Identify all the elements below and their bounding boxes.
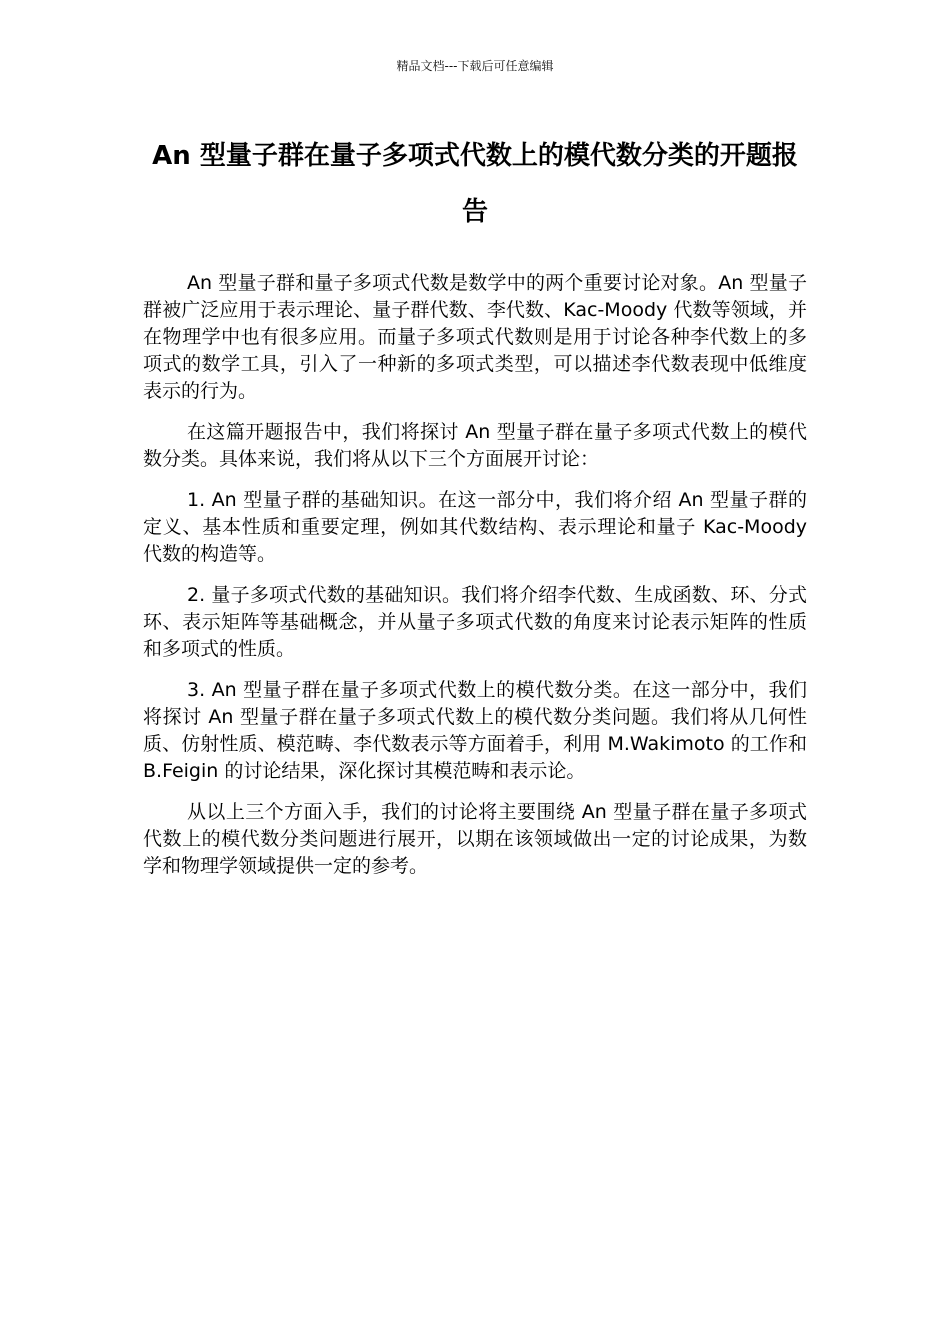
header-note: 精品文档---下载后可任意编辑 [396,59,554,73]
document-title: An 型量子群在量子多项式代数上的模代数分类的开题报告 [152,141,798,227]
paragraph-intro: An 型量子群和量子多项式代数是数学中的两个重要讨论对象。An 型量子群被广泛应用于表示理论、量子群代数、李代数、Kac-Moody 代数等领域，并在物理学中也有很多应用。而量子多项式代数则是用于讨论各种李代数上的多项式的数学工具，引入了一种新的多项式类型，可以描述李代数表现中低维度表示的行为。 [143,272,807,402]
paragraph-overview: 在这篇开题报告中，我们将探讨 An 型量子群在量子多项式代数上的模代数分类。具体来说，我们将从以下三个方面展开讨论： [143,421,807,470]
paragraph-point-2: 2. 量子多项式代数的基础知识。我们将介绍李代数、生成函数、环、分式环、表示矩阵等基础概念，并从量子多项式代数的角度来讨论表示矩阵的性质和多项式的性质。 [143,584,807,660]
paragraph-point-1: 1. An 型量子群的基础知识。在这一部分中，我们将介绍 An 型量子群的定义、基本性质和重要定理，例如其代数结构、表示理论和量子 Kac-Moody 代数的构造等。 [143,489,807,565]
document-body [143,270,807,894]
paragraph-conclusion: 从以上三个方面入手，我们的讨论将主要围绕 An 型量子群在量子多项式代数上的模代数分类问题进行展开，以期在该领域做出一定的讨论成果，为数学和物理学领域提供一定的参考。 [143,801,807,877]
paragraph-point-3: 3. An 型量子群在量子多项式代数上的模代数分类。在这一部分中，我们将探讨 An 型量子群在量子多项式代数上的模代数分类问题。我们将从几何性质、仿射性质、模范畴、李代数表示等方面着手，利用 M.Wakimoto 的工作和 B.Feigin 的讨论结果，深化探讨其模范畴和表示论。 [143,679,807,782]
